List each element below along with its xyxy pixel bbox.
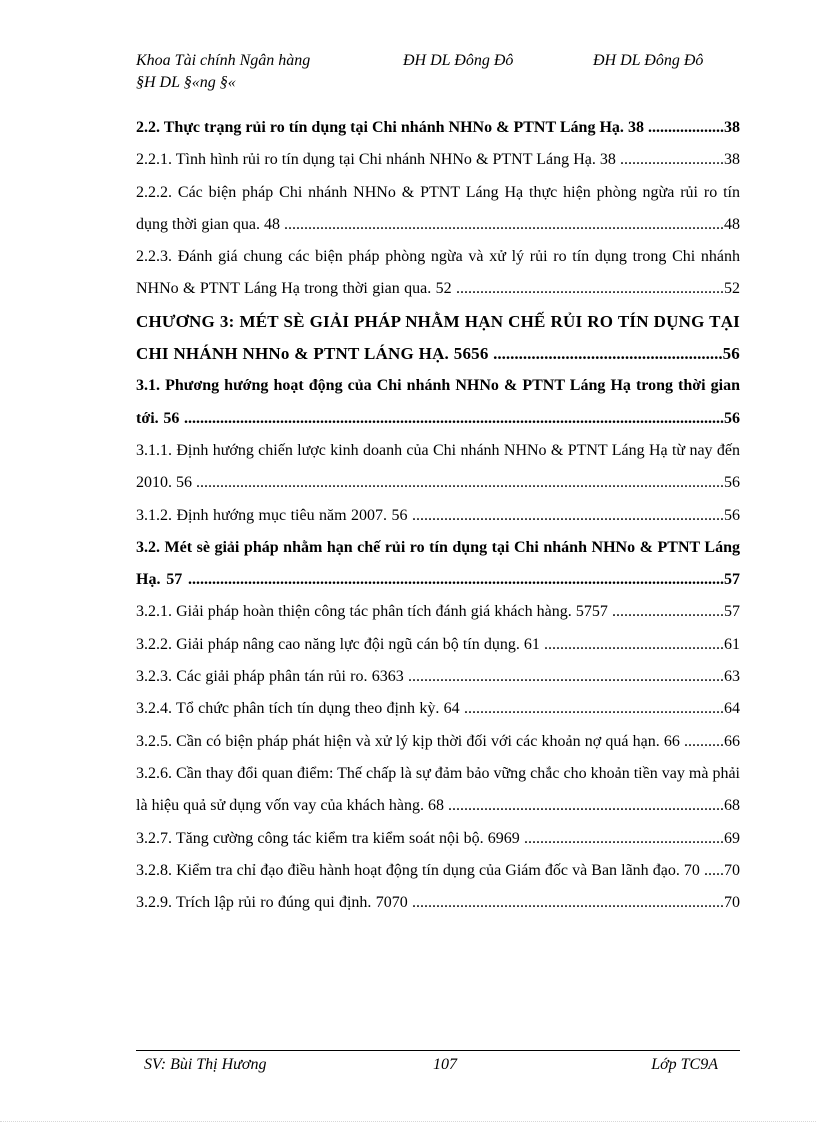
toc-entry[interactable] — [136, 726, 740, 758]
toc-entry[interactable] — [136, 241, 740, 306]
toc-leader-dots: .................................................................................................................................... — [192, 474, 724, 492]
toc-entry-page: 48 — [724, 215, 740, 233]
toc-entry-page: 64 — [724, 700, 741, 718]
toc-entry-title: 3.2.6. Cần thay đổi quan điểm: Thế chấp là sự đảm bảo vững chắc cho khoản tiền vay mà phải là hiệu quả sử dụng vốn vay của khách hàng. 68 — [136, 764, 740, 815]
toc-entry[interactable] — [136, 758, 740, 823]
footer-student: SV: Bùi Thị Hương — [144, 1056, 267, 1073]
toc-leader-dots: ............................................. — [539, 635, 725, 653]
toc-leader-dots: ................................................................... — [451, 280, 725, 298]
toc-entry[interactable] — [136, 177, 740, 242]
header-university-legacy: §H DL §«ng §« — [136, 74, 236, 91]
toc-entry[interactable] — [136, 887, 740, 919]
toc-entry-title: 3.2.4. Tổ chức phân tích tín dụng theo định kỳ. 64 — [136, 700, 460, 718]
toc-entry[interactable] — [136, 855, 740, 887]
toc-entry-page: 70 — [724, 861, 741, 879]
page-edge-divider — [0, 1121, 816, 1122]
header-university-middle: ĐH DL Đông Đô — [403, 52, 514, 69]
toc-entry-title: 3.2.8. Kiểm tra chỉ đạo điều hành hoạt động tín dụng của Giám đốc và Ban lãnh đạo. 70 — [136, 861, 700, 879]
toc-entry-title: 3.2.2. Giải pháp nâng cao năng lực đội ngũ cán bộ tín dụng. 61 — [136, 635, 540, 653]
toc-leader-dots: ....................................................................................................................................... — [179, 409, 724, 427]
toc-entry-title: 3.2.5. Cần có biện pháp phát hiện và xử lý kịp thời đối với các khoản nợ quá hạn. 66 — [136, 732, 680, 750]
toc-entry-page: 63 — [724, 668, 741, 686]
toc-entry-page: 38 — [724, 119, 741, 136]
toc-entry-page: 38 — [724, 151, 741, 169]
toc-entry-title: 3.1. Phương hướng hoạt động của Chi nhánh NHNo & PTNT Láng Hạ trong thời gian tới. 56 — [136, 377, 740, 427]
toc-entry-title: 2.2.1. Tình hình rủi ro tín dụng tại Chi nhánh NHNo & PTNT Láng Hạ. 38 — [136, 151, 616, 169]
page-footer — [136, 1050, 740, 1081]
toc-entry[interactable] — [136, 112, 740, 144]
toc-entry[interactable] — [136, 532, 740, 597]
footer-class: Lớp TC9A — [651, 1056, 718, 1073]
toc-leader-dots: ..................................................................... — [443, 797, 725, 815]
page-number: 107 — [433, 1056, 457, 1073]
toc-entry-page: 68 — [724, 797, 741, 815]
toc-entry-title: 3.2.7. Tăng cường công tác kiểm tra kiểm soát nội bộ. 6969 — [136, 829, 520, 847]
toc-entry-page: 56 — [724, 506, 741, 524]
toc-leader-dots: .................................................. — [519, 829, 724, 847]
toc-entry[interactable] — [136, 144, 740, 176]
toc-leader-dots: .............................................................................. — [407, 506, 725, 524]
toc-entry-page: 70 — [724, 894, 740, 912]
toc-entry[interactable] — [136, 370, 740, 435]
toc-entry-page: 56 — [724, 409, 740, 427]
toc-entry-title: 2.2.3. Đánh giá chung các biện pháp phòng ngừa và xử lý rủi ro tín dụng trong Chi nhánh NHNo & PTNT Láng Hạ trong thời gian qua. 52 — [136, 248, 740, 298]
toc-entry-title: 3.2.1. Giải pháp hoàn thiện công tác phân tích đánh giá khách hàng. 5757 — [136, 603, 608, 621]
toc-entry-page: 66 — [724, 732, 741, 750]
toc-leader-dots: ................... — [643, 119, 725, 136]
toc-entry[interactable] — [136, 823, 740, 855]
toc-leader-dots: ...................................................... — [488, 344, 723, 364]
toc-leader-dots: ................................................................. — [459, 700, 725, 718]
toc-entry-page: 56 — [724, 474, 740, 492]
toc-entry[interactable] — [136, 661, 740, 693]
page-header — [136, 50, 740, 94]
toc-leader-dots: ...................................................................................................................................... — [182, 571, 724, 589]
table-of-contents — [136, 112, 740, 919]
toc-entry-title: CHƯƠNG 3: MÉT SÈ GIẢI PHÁP NHẰM HẠN CHẾ RỦI RO TÍN DỤNG TẠI CHI NHÁNH NHNo & PTNT LÁNG HẠ. 5656 — [136, 311, 740, 364]
toc-leader-dots: ............................ — [607, 603, 724, 621]
toc-entry-title: 3.2.3. Các giải pháp phân tán rủi ro. 6363 — [136, 668, 404, 686]
header-faculty: Khoa Tài chính Ngân hàng — [136, 52, 311, 69]
toc-entry[interactable] — [136, 435, 740, 500]
toc-entry-page: 57 — [724, 571, 740, 589]
toc-entry[interactable] — [136, 693, 740, 725]
toc-entry-page: 61 — [724, 635, 741, 653]
toc-entry-page: 52 — [724, 280, 741, 298]
toc-entry-title: 3.1.1. Định hướng chiến lược kinh doanh của Chi nhánh NHNo & PTNT Láng Hạ từ nay đến 2010. 56 — [136, 441, 740, 492]
toc-entry-title: 3.2.9. Trích lập rủi ro đúng qui định. 7070 — [136, 894, 408, 912]
header-university-right: ĐH DL Đông Đô — [593, 52, 704, 69]
toc-leader-dots: ............................................................................... — [403, 668, 725, 686]
toc-leader-dots: .......................... — [615, 151, 725, 169]
toc-entry[interactable] — [136, 306, 740, 371]
toc-entry-title: 3.1.2. Định hướng mục tiêu năm 2007. 56 — [136, 506, 408, 524]
toc-entry[interactable] — [136, 500, 740, 532]
toc-leader-dots: .............................................................................. — [407, 894, 724, 912]
toc-entry[interactable] — [136, 596, 740, 628]
toc-entry-page: 69 — [724, 829, 740, 847]
toc-entry-title: 3.2. Mét sè giải pháp nhằm hạn chế rủi ro tín dụng tại Chi nhánh NHNo & PTNT Láng Hạ. 57 — [136, 538, 740, 589]
toc-leader-dots: .............................................................................................................. — [280, 215, 724, 233]
toc-entry-page: 57 — [724, 603, 740, 621]
toc-entry[interactable] — [136, 629, 740, 661]
toc-leader-dots: ..... — [699, 861, 725, 879]
toc-leader-dots: .......... — [679, 732, 725, 750]
toc-entry-page: 56 — [722, 344, 740, 364]
toc-entry-title: 2.2.2. Các biện pháp Chi nhánh NHNo & PTNT Láng Hạ thực hiện phòng ngừa rủi ro tín dụng thời gian qua. 48 — [136, 183, 740, 233]
toc-entry-title: 2.2. Thực trạng rủi ro tín dụng tại Chi nhánh NHNo & PTNT Láng Hạ. 38 — [136, 119, 644, 136]
